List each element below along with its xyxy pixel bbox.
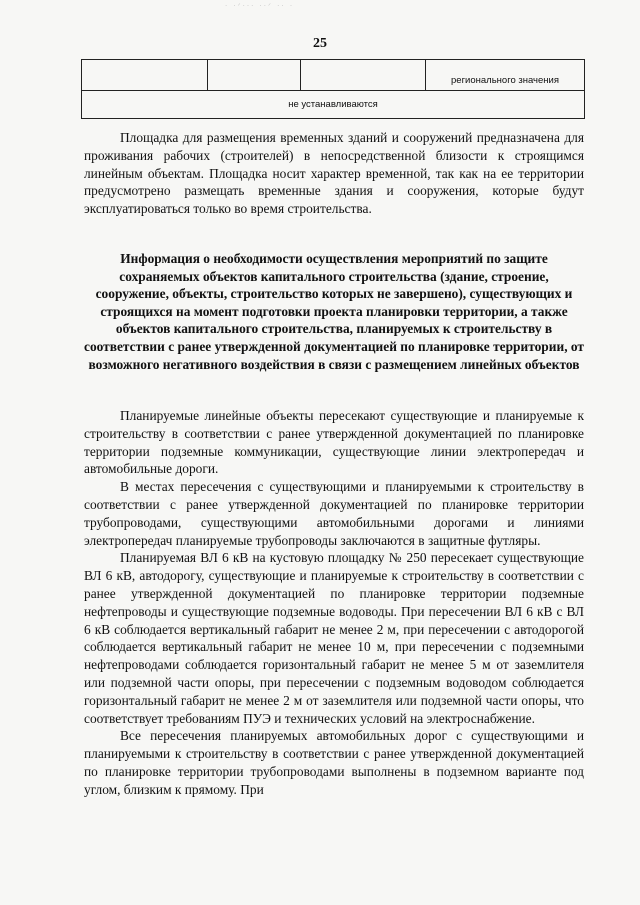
paragraph: Площадка для размещения временных зданий и сооружений предназначена для проживания рабочих (строителей) в непосредственной близости к строящимся линейным объектам. Площадка носит характер временной, так как на ее территории предусмотрено размещать временные здания и сооружения, которые будут эксплуатироваться только во время строительства.	[84, 130, 584, 217]
main-text	[84, 407, 584, 799]
table-cell	[301, 60, 426, 91]
paragraph: Все пересечения планируемых автомобильных дорог с существующими и планируемыми к строительству в соответствии с ранее утвержденной документацией по планировке территории трубопроводами выполнены в подземном варианте под углом, близким к прямому. При	[84, 728, 584, 797]
table-row	[82, 91, 585, 119]
table-cell	[82, 60, 208, 91]
table-cell	[208, 60, 301, 91]
scan-artifact: · ·ᐟ··· ··ᐟ ·· ·	[225, 2, 295, 10]
paragraph: Планируемые линейные объекты пересекают существующие и планируемые к строительству в соответствии с ранее утвержденной документацией по планировке территории подземные коммуникации, существующие линии электропередач и автомобильные дороги.	[84, 408, 584, 477]
paragraph: Планируемая ВЛ 6 кВ на кустовую площадку № 250 пересекает существующие ВЛ 6 кВ, автодорогу, существующие и планируемые к строительству в соответствии с ранее утвержденной документацией по планировке территории подземные нефтепроводы и существующие подземные водоводы. При пересечении ВЛ 6 кВ с ВЛ 6 кВ соблюдается вертикальный габарит не менее 2 м, при пересечении с автодорогой соблюдается вертикальный габарит не менее 10 м, при пересечении с подземными нефтепроводами соблюдается горизонтальный габарит не менее 5 м от заземлителя или подземной части опоры, при пересечении с подземным водоводом соблюдается горизонтальный габарит не менее 2 м от заземлителя или подземной части опоры, что соответствует требованиям ПУЭ и технических условий на электроснабжение.	[84, 550, 584, 726]
section-heading: Информация о необходимости осуществления мероприятий по защите сохраняемых объектов капитального строительства (здание, строение, сооружение, объекты, строительство которых не завершено), существующих и строящихся на момент подготовки проекта планировки территории, а также объектов капитального строительства, планируемых к строительству в соответствии с ранее утвержденной документацией по планировке территории, от возможного негативного воздействия в связи с размещением линейных объектов	[84, 251, 584, 372]
page-number: 25	[313, 36, 327, 51]
intro-text	[84, 129, 584, 218]
table-row	[82, 60, 585, 91]
continuation-table	[81, 59, 585, 119]
paragraph: В местах пересечения с существующими и планируемыми к строительству в соответствии с ранее утвержденной документацией по планировке территории трубопроводами, существующими автомобильными дорогами и линиями электропередач планируемые трубопроводы заключаются в защитные футляры.	[84, 479, 584, 548]
table-cell: регионального значения	[426, 60, 585, 91]
table-merged-cell: не устанавливаются	[82, 91, 585, 119]
